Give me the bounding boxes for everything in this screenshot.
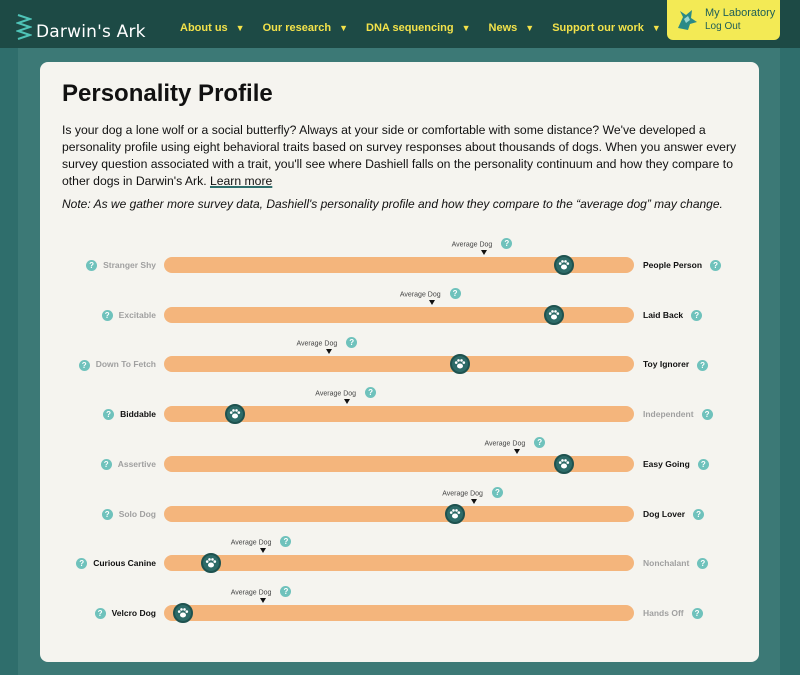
question-icon[interactable]: ? <box>280 586 291 597</box>
trait-left-label <box>86 260 156 271</box>
dog-position-marker[interactable] <box>445 504 465 524</box>
question-icon[interactable]: ? <box>102 310 113 321</box>
question-icon[interactable]: ? <box>103 409 114 420</box>
question-icon[interactable]: ? <box>693 509 704 520</box>
paw-icon <box>454 358 466 370</box>
average-dog-pointer <box>429 300 435 305</box>
question-icon[interactable]: ? <box>492 487 503 498</box>
main-nav <box>180 22 679 34</box>
trait-row <box>40 478 759 522</box>
paw-icon <box>205 557 217 569</box>
caret-down-icon: ▼ <box>525 23 535 33</box>
paw-icon <box>558 259 570 271</box>
nav-item-news[interactable] <box>489 22 535 34</box>
average-dog-text: Average Dog <box>399 291 441 299</box>
question-icon[interactable]: ? <box>79 360 90 371</box>
trait-row <box>40 428 759 472</box>
note-text: Note: As we gather more survey data, Dashiell's personality profile and how they compare to the “average dog” may change. <box>62 197 723 211</box>
trait-right-label <box>643 359 708 370</box>
trait-row <box>40 328 759 372</box>
dog-position-marker[interactable] <box>554 255 574 275</box>
top-navigation-bar <box>0 0 800 48</box>
average-dog-text: Average Dog <box>230 539 272 547</box>
trait-right-text: Toy Ignorer <box>643 359 690 370</box>
trait-right-label <box>643 459 709 470</box>
my-laboratory-panel[interactable] <box>667 0 780 40</box>
paw-icon <box>558 458 570 470</box>
site-logo[interactable] <box>16 12 146 42</box>
average-dog-text: Average Dog <box>296 340 338 348</box>
trait-right-text: Nonchalant <box>643 558 690 569</box>
trait-left-text: Assertive <box>117 458 156 469</box>
trait-left-label <box>103 409 156 420</box>
question-icon[interactable]: ? <box>76 558 87 569</box>
average-dog-pointer <box>260 598 266 603</box>
trait-left-label <box>101 459 156 470</box>
nav-item-label: Support our work <box>552 22 644 34</box>
average-dog-pointer <box>514 449 520 454</box>
question-icon[interactable]: ? <box>698 459 709 470</box>
paw-icon <box>548 309 560 321</box>
trait-right-text: Laid Back <box>643 309 684 320</box>
caret-down-icon: ▼ <box>651 23 661 33</box>
trait-right-text: People Person <box>643 260 703 270</box>
trait-row <box>40 527 759 571</box>
average-dog-label <box>452 240 513 249</box>
trait-right-label <box>643 608 703 619</box>
trait-row <box>40 229 759 273</box>
trait-right-label <box>643 558 708 569</box>
nav-item-dna-sequencing[interactable] <box>366 22 471 34</box>
question-icon[interactable]: ? <box>702 409 713 420</box>
average-dog-pointer <box>326 349 332 354</box>
average-dog-label <box>442 489 503 498</box>
my-laboratory-link[interactable]: My Laboratory <box>705 7 776 19</box>
average-dog-pointer <box>344 399 350 404</box>
caret-down-icon: ▼ <box>235 23 245 33</box>
question-icon[interactable]: ? <box>101 459 112 470</box>
average-dog-label <box>485 439 546 448</box>
caret-down-icon: ▼ <box>461 23 471 33</box>
average-dog-text: Average Dog <box>484 440 526 448</box>
average-dog-pointer <box>471 499 477 504</box>
logout-link[interactable]: Log Out <box>705 21 741 32</box>
average-dog-pointer <box>260 548 266 553</box>
trait-right-text: Easy Going <box>643 458 690 469</box>
dog-position-marker[interactable] <box>554 454 574 474</box>
nav-item-label: News <box>488 22 518 34</box>
average-dog-label <box>315 389 376 398</box>
average-dog-text: Average Dog <box>230 589 272 597</box>
nav-item-our-research[interactable] <box>263 22 348 34</box>
trait-right-text: Hands Off <box>643 607 684 618</box>
intro-paragraph <box>62 122 738 190</box>
average-dog-label <box>400 290 461 299</box>
trait-right-label <box>643 509 704 520</box>
question-icon[interactable]: ? <box>280 536 291 547</box>
dog-position-marker[interactable] <box>225 404 245 424</box>
average-dog-label <box>231 538 292 547</box>
trait-row <box>40 279 759 323</box>
trait-right-label <box>643 260 721 271</box>
trait-left-text: Stranger Shy <box>103 260 156 270</box>
nav-item-label: DNA sequencing <box>366 22 454 34</box>
average-dog-pointer <box>481 250 487 255</box>
paw-icon <box>449 508 461 520</box>
trait-left-label <box>102 310 156 321</box>
average-dog-label <box>231 588 292 597</box>
question-icon[interactable]: ? <box>102 509 113 520</box>
page-title: Personality Profile <box>62 80 273 107</box>
question-icon[interactable]: ? <box>534 437 545 448</box>
trait-slider-track[interactable] <box>164 506 634 522</box>
dog-position-marker[interactable] <box>544 305 564 325</box>
nav-item-about-us[interactable] <box>180 22 245 34</box>
trait-left-text: Down To Fetch <box>95 359 156 370</box>
trait-left-label <box>76 558 156 569</box>
nav-item-label: Our research <box>262 22 332 34</box>
nav-item-label: About us <box>180 22 228 34</box>
trait-left-label <box>79 359 156 370</box>
trait-slider-track[interactable] <box>164 555 634 571</box>
trait-left-text: Velcro Dog <box>111 607 156 618</box>
trait-right-label <box>643 409 713 420</box>
trait-row <box>40 378 759 422</box>
nav-item-support-our-work[interactable] <box>552 22 661 34</box>
average-dog-text: Average Dog <box>442 489 483 497</box>
question-icon[interactable]: ? <box>691 310 702 321</box>
trait-left-text: Solo Dog <box>118 508 156 519</box>
trait-row <box>40 577 759 621</box>
learn-more-link[interactable]: Learn more <box>209 174 273 188</box>
trait-left-label <box>102 509 156 520</box>
dna-helix-icon <box>16 13 32 41</box>
question-icon[interactable]: ? <box>365 387 376 398</box>
trait-right-text: Dog Lover <box>643 508 686 519</box>
question-icon[interactable]: ? <box>697 558 708 569</box>
average-dog-text: Average Dog <box>451 241 493 249</box>
trait-slider-track[interactable] <box>164 356 634 372</box>
site-logo-text: Darwin's Ark <box>36 22 146 42</box>
question-icon[interactable]: ? <box>346 337 357 348</box>
trait-right-label <box>643 310 702 321</box>
question-icon[interactable]: ? <box>501 238 512 249</box>
question-icon[interactable]: ? <box>692 608 703 619</box>
trait-slider-track[interactable] <box>164 605 634 621</box>
question-icon[interactable]: ? <box>697 360 708 371</box>
dog-silhouette-icon <box>675 8 701 32</box>
trait-left-text: Curious Canine <box>93 558 156 569</box>
trait-left-text: Biddable <box>120 409 156 420</box>
question-icon[interactable]: ? <box>95 608 106 619</box>
caret-down-icon: ▼ <box>339 23 348 33</box>
personality-profile-card <box>40 62 759 662</box>
trait-right-text: Independent <box>643 409 694 420</box>
average-dog-text: Average Dog <box>315 390 357 398</box>
dog-position-marker[interactable] <box>173 603 193 623</box>
trait-left-text: Excitable <box>118 309 156 320</box>
paw-icon <box>177 607 189 619</box>
paw-icon <box>229 408 241 420</box>
average-dog-label <box>297 339 358 348</box>
intro-text: Is your dog a lone wolf or a social butterfly? Always at your side or comfortable with some distance? We've developed a personality profile using eight behavioral traits based on survey responses about thousands of dogs. When you answer every survey question associated with a trait, you'll see where Dashiell falls on the personality continuum and how they compare to other dogs in Darwin's Ark. <box>62 123 737 188</box>
trait-left-label <box>95 608 156 619</box>
question-icon[interactable]: ? <box>710 260 721 271</box>
question-icon[interactable]: ? <box>450 288 461 299</box>
question-icon[interactable]: ? <box>86 260 97 271</box>
